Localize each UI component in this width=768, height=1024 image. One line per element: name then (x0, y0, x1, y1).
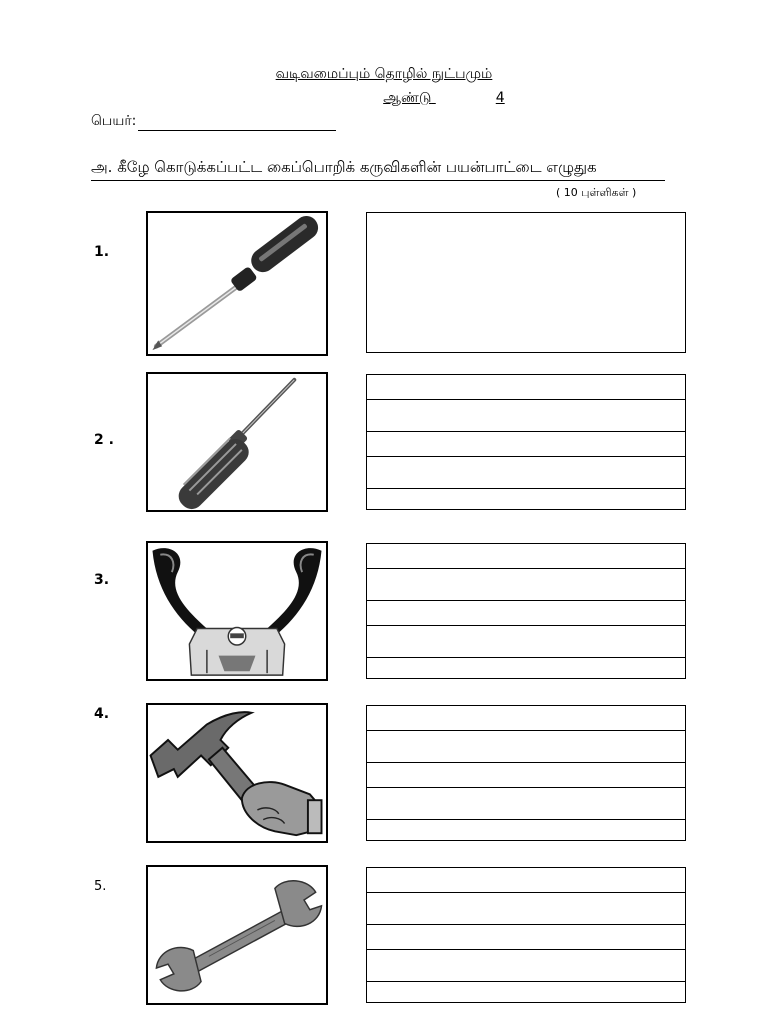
answer-box-3[interactable] (366, 543, 686, 679)
worksheet-title: வடிவமைப்பும் தொழில் நுட்பமும் (275, 66, 493, 82)
marks-label: ( 10 புள்ளிகள் ) (556, 186, 637, 199)
question-number-5: 5. (94, 879, 107, 894)
answer-box-2[interactable] (366, 374, 686, 510)
answer-box-4[interactable] (366, 705, 686, 841)
spanner-icon (146, 865, 328, 1005)
name-label: பெயர்: (91, 113, 137, 129)
question-number-1: 1. (94, 244, 110, 260)
answer-box-1[interactable] (366, 212, 686, 353)
question-number-4: 4. (94, 706, 110, 722)
pliers-icon (146, 541, 328, 681)
question-number-3: 3. (94, 572, 110, 588)
flathead-screwdriver-icon (146, 372, 328, 512)
question-number-2: 2 . (94, 432, 114, 448)
answer-box-5[interactable] (366, 867, 686, 1003)
phillips-screwdriver-icon (146, 211, 328, 356)
section-instruction: அ. கீழே கொடுக்கப்பட்ட கைப்பொறிக் கருவிகளின் பயன்பாட்டை எழுதுக (91, 158, 665, 181)
year-heading: ஆண்டு 4 (383, 90, 505, 106)
name-blank-line[interactable] (138, 116, 336, 131)
name-field (91, 113, 336, 131)
hammer-icon (146, 703, 328, 843)
